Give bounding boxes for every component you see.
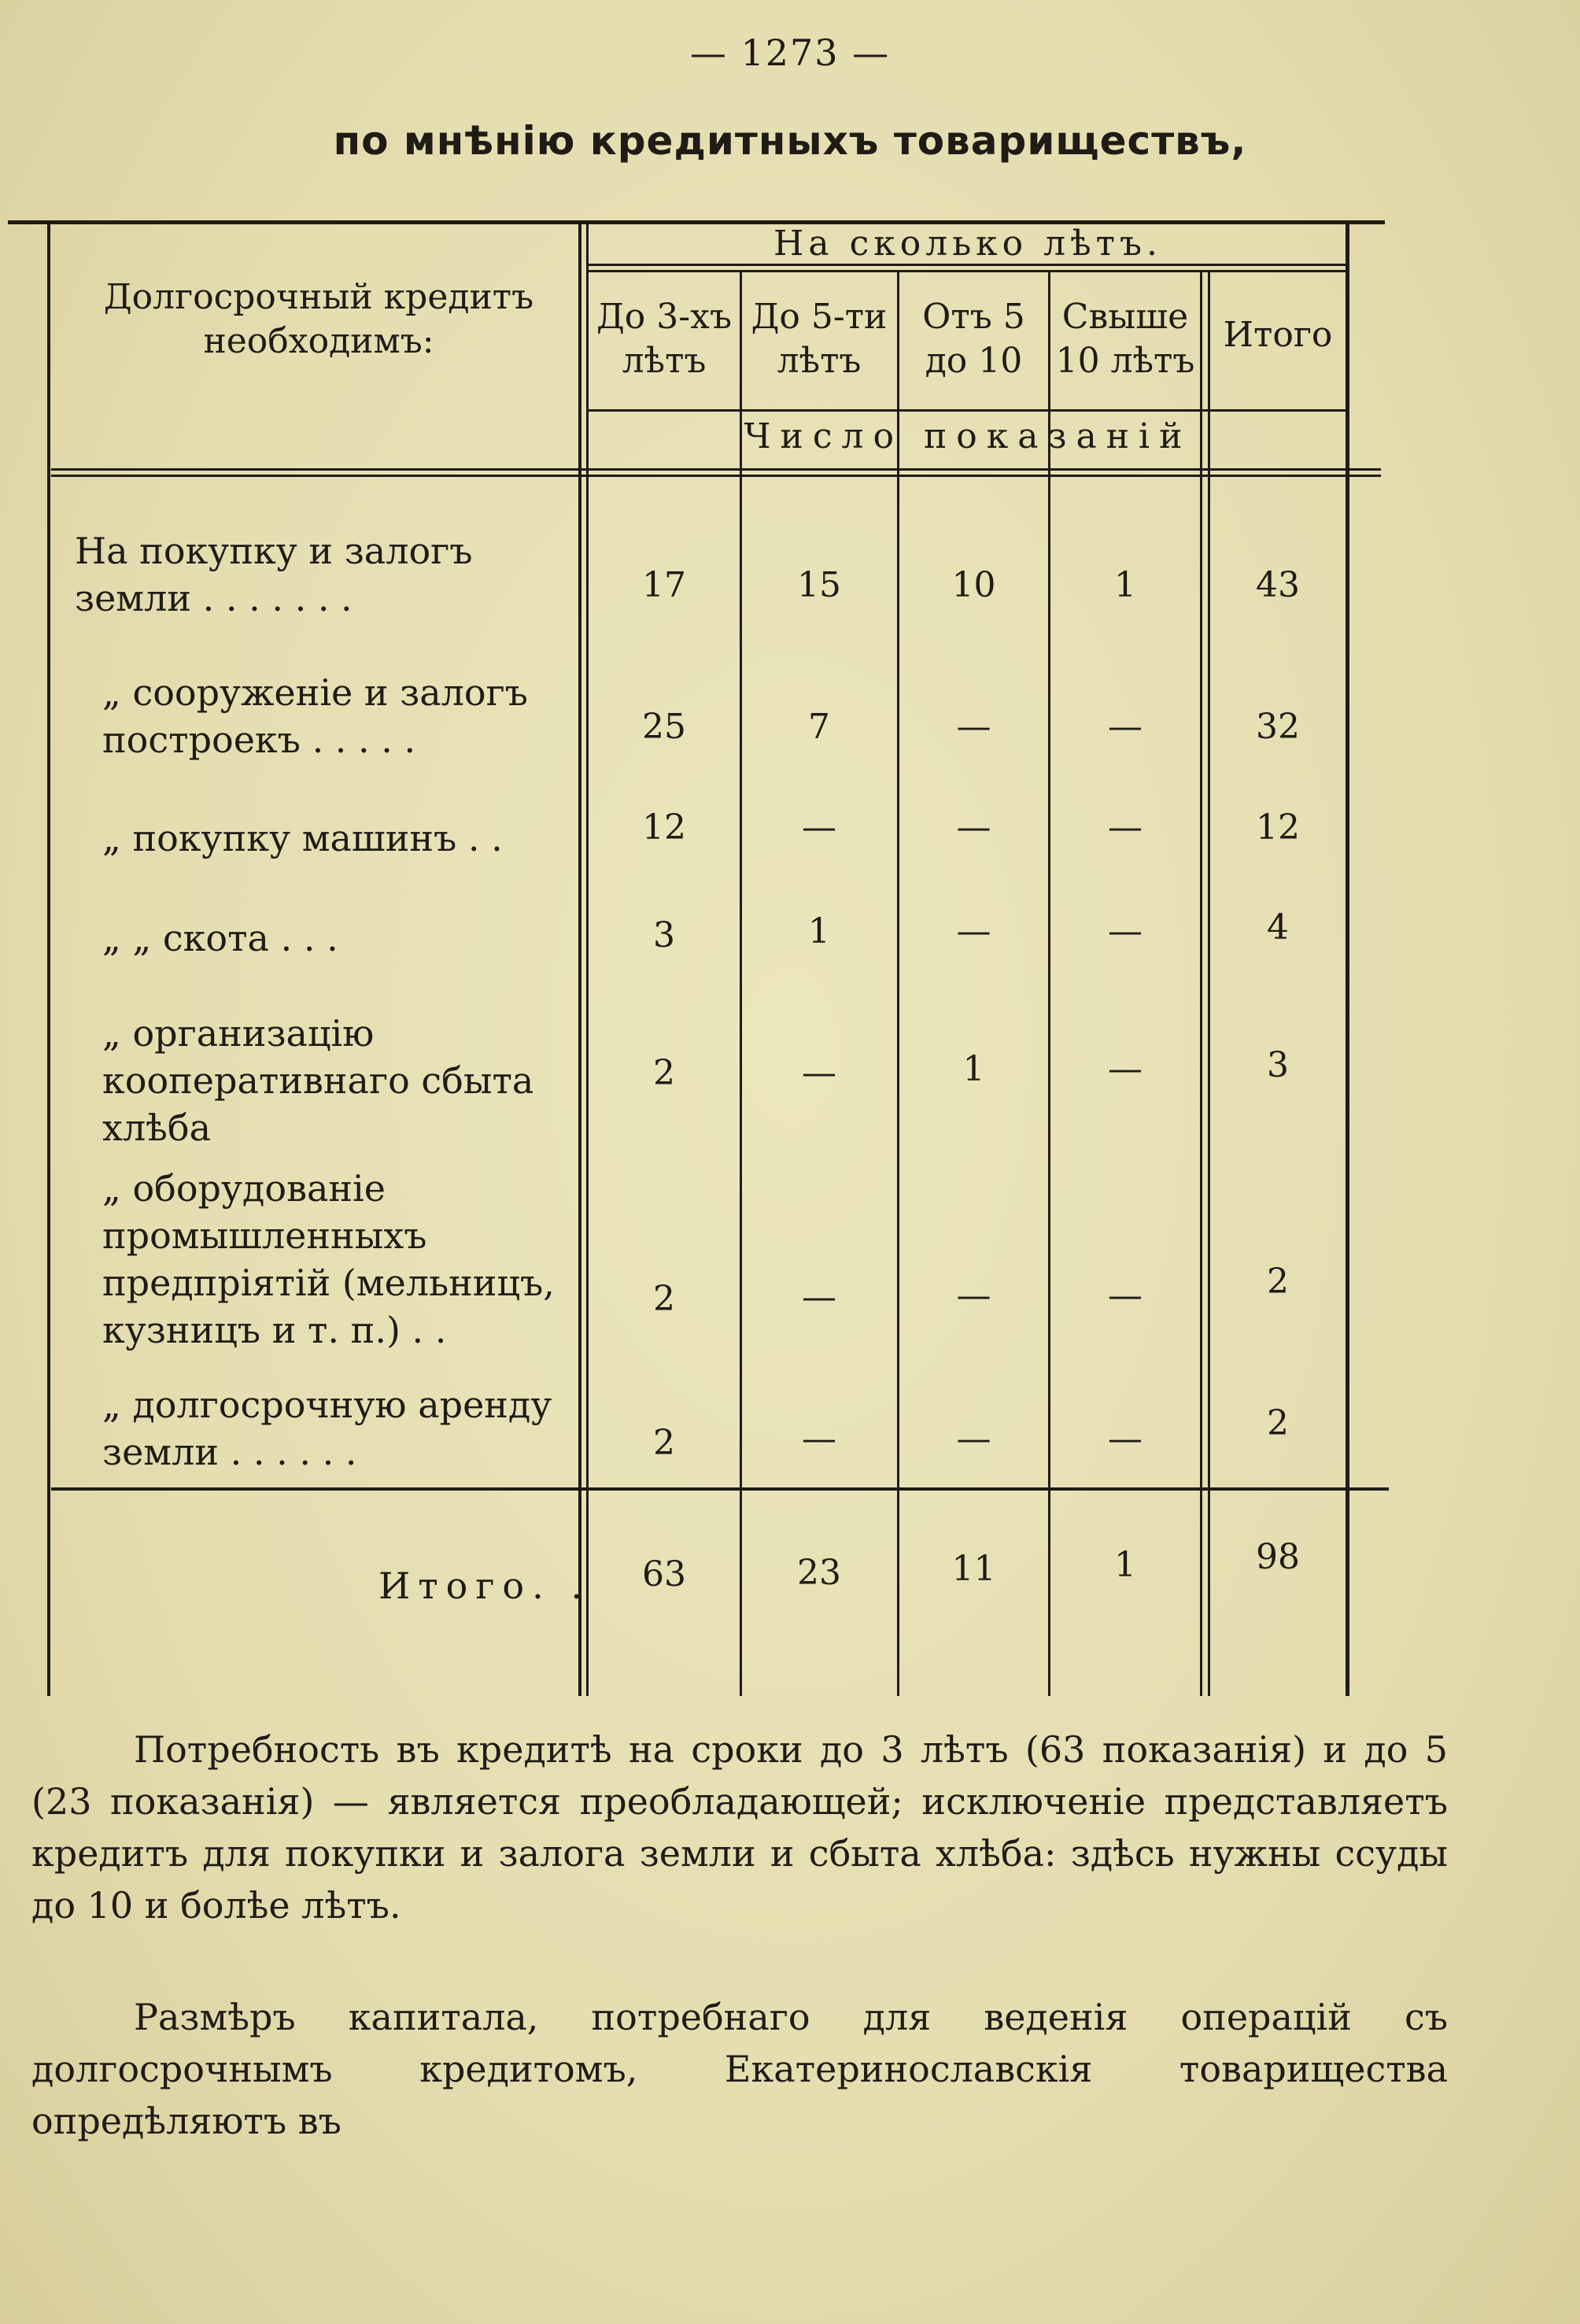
col-header-up-to-3: До 3-хъ лѣтъ [596, 297, 732, 381]
table-row-label: „ долгосрочную аренду земли . . . . . . [102, 1384, 552, 1473]
total-cell: 23 [797, 1553, 841, 1593]
table-cell: 17 [642, 565, 686, 605]
table-cell: 1 [1114, 565, 1136, 605]
col-header-over-10: Свыше 10 лѣтъ [1055, 297, 1195, 381]
header-bottom-rule [51, 468, 1381, 471]
group-header: На сколько лѣтъ. [773, 224, 1162, 264]
table-cell: 12 [642, 807, 686, 848]
table-row-label: „ покупку машинъ . . [102, 817, 503, 859]
table-cell: 15 [797, 565, 841, 605]
table-cell: — [1108, 911, 1143, 951]
table-cell: 1 [962, 1049, 985, 1089]
table-cell: 2 [653, 1423, 675, 1463]
table-cell: 3 [1267, 1045, 1289, 1085]
table-cell: — [1108, 1276, 1143, 1316]
total-rule [51, 1487, 1389, 1491]
page-heading: по мнѣнію кредитныхъ товариществъ, [333, 118, 1247, 164]
total-label: Итого. . [378, 1565, 590, 1607]
table-cell: 3 [653, 915, 675, 955]
table-cell: — [956, 1276, 991, 1316]
unit-header: Число показаній [744, 416, 1192, 456]
paragraph: Потребность въ кредитѣ на сроки до 3 лѣтъ (63 показанія) и до 5 (23 показанія) — является преобладающей; исключеніе представляетъ кредитъ для покупки и залога земли и сбыта хлѣба: здѣсь нужны ссуды до 10 и болѣе лѣтъ. [31, 1728, 1448, 1927]
table-cell: — [956, 807, 991, 848]
col-header-total: Итого [1223, 315, 1333, 355]
total-cell: 63 [642, 1554, 686, 1594]
table-cell: 12 [1256, 807, 1300, 848]
table-cell: — [802, 1419, 836, 1459]
table-row-label: „ оборудованіе промышленныхъ предпріятій (мельницъ, кузницъ и т. п.) . . [102, 1167, 555, 1351]
total-cell: 1 [1114, 1545, 1136, 1585]
col-rule-4-double [1208, 272, 1210, 1696]
table-cell: — [802, 1053, 836, 1093]
table-cell: 2 [653, 1053, 675, 1093]
header-bottom-rule-double [51, 475, 1381, 477]
table-row-label: „ „ скота . . . [102, 917, 338, 959]
table-cell: — [956, 1419, 991, 1459]
table-cell: — [802, 807, 836, 848]
table-cell: — [1108, 807, 1143, 848]
table-cell: 32 [1256, 707, 1300, 747]
table-row-label: На покупку и залогъ земли . . . . . . . [75, 530, 473, 619]
table-cell: — [1108, 1419, 1143, 1459]
table-row-label: „ сооруженіе и залогъ построекъ . . . . . [102, 671, 528, 761]
table-cell: 43 [1256, 565, 1300, 605]
table-cell: 1 [808, 911, 830, 951]
table-cell: 2 [1267, 1262, 1289, 1302]
columns-bottom-rule [586, 409, 1346, 412]
group-header-rule-double [586, 270, 1346, 272]
col-rule-1 [740, 272, 742, 1696]
col-header-5-to-10: Отъ 5 до 10 [922, 297, 1025, 381]
stub-header: Долгосрочный кредитъ необходимъ: [103, 277, 534, 361]
table-cell: — [956, 707, 991, 747]
paragraph: Размѣръ капитала, потребнаго для веденія операцій съ долгосрочнымъ кредитомъ, Екатеринославскія товарищества опредѣляютъ въ [31, 1996, 1448, 2142]
table-cell: — [956, 911, 991, 951]
table-row-label: „ организацію кооперативнаго сбыта хлѣба [102, 1012, 534, 1149]
col-rule-2 [897, 272, 899, 1696]
total-cell: 11 [951, 1549, 996, 1589]
table-left-rule [47, 224, 50, 1696]
table-cell: — [802, 1277, 836, 1317]
table-cell: 2 [1267, 1403, 1289, 1443]
table-cell: — [1108, 1049, 1143, 1089]
col-header-up-to-5: До 5-ти лѣтъ [751, 297, 888, 381]
table-cell: 25 [642, 707, 686, 747]
total-cell: 98 [1256, 1537, 1300, 1577]
table-cell: 10 [951, 565, 996, 605]
stub-divider [578, 224, 581, 1696]
page-number: — 1273 — [689, 31, 891, 74]
table-cell: 7 [808, 707, 830, 747]
stub-divider-double [586, 224, 589, 1696]
col-rule-3 [1048, 272, 1050, 1696]
table-cell: 2 [653, 1279, 675, 1319]
table-cell: 4 [1267, 907, 1289, 948]
table-cell: — [1108, 707, 1143, 747]
col-rule-4 [1200, 272, 1202, 1696]
table-right-rule [1346, 224, 1349, 1696]
